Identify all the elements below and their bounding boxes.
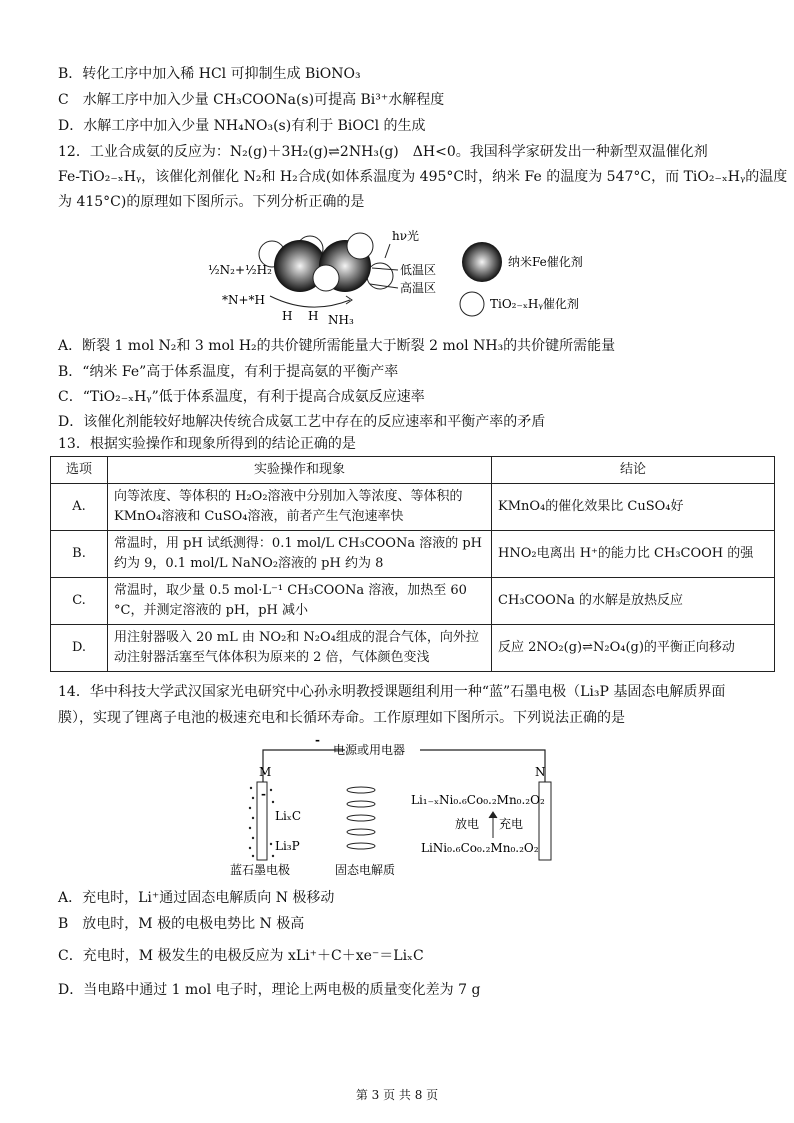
- q12-option-d: D．该催化剂能较好地解决传统合成氨工艺中存在的反应速率和平衡产率的矛盾: [58, 414, 546, 430]
- legend-fe-icon: [462, 242, 502, 282]
- n-label: N: [535, 765, 546, 779]
- row-operation: 用注射器吸入 20 mL 由 NO₂和 N₂O₄组成的混合气体，向外拉动注射器活塞至气体体积为原来的 2 倍，气体颜色变浅: [108, 625, 492, 672]
- row-operation: 向等浓度、等体积的 H₂O₂溶液中分别加入等浓度、等体积的 KMnO₄溶液和 CuSO₄溶液，前者产生气泡速率快: [108, 484, 492, 531]
- catalyst-diagram: [200, 224, 600, 334]
- row-conclusion: CH₃COONa 的水解是放热反应: [492, 578, 775, 625]
- h-atom-label: H: [282, 309, 293, 323]
- header-conclusion: 结论: [492, 457, 775, 484]
- row-operation: 常温时，取少量 0.5 mol·L⁻¹ CH₃COONa 溶液，加热至 60 °C，并测定溶液的 pH，pH 减小: [108, 578, 492, 625]
- battery-diagram: [225, 738, 565, 878]
- row-conclusion: HNO₂电离出 H⁺的能力比 CH₃COOH 的强: [492, 531, 775, 578]
- arrow-head: [489, 812, 497, 818]
- page-number: 第 3 页 共 8 页: [355, 1088, 439, 1102]
- wire-right: [420, 750, 545, 782]
- q12-option-b: B．“纳米 Fe”高于体系温度，有利于提高氨的平衡产率: [58, 364, 399, 380]
- low-temp-label: 低温区: [400, 263, 437, 277]
- table-header-row: [51, 457, 775, 484]
- hv-label: hν光: [392, 229, 420, 243]
- charge-label: 充电: [499, 817, 524, 831]
- row-option: A.: [51, 484, 108, 531]
- row-option: B.: [51, 531, 108, 578]
- q14-stem-line1: 14．华中科技大学武汉国家光电研究中心孙永明教授课题组利用一种“蓝”石墨电极（Li₃P 基固态电解质界面: [58, 684, 726, 700]
- electrolyte-label: 固态电解质: [335, 863, 396, 877]
- q14-option-b: B 放电时，M 极的电极电势比 N 极高: [58, 916, 305, 932]
- m-minus: -: [261, 787, 266, 801]
- legend-tio2-icon: [460, 292, 484, 316]
- electrolyte-coils: [347, 787, 375, 849]
- reactant-label: ½N₂+½H₂: [208, 263, 272, 277]
- row-operation: 常温时，用 pH 试纸测得：0.1 mol/L CH₃COONa 溶液的 pH 约为 9，0.1 mol/L NaNO₂溶液的 pH 约为 8: [108, 531, 492, 578]
- row-conclusion: KMnO₄的催化效果比 CuSO₄好: [492, 484, 775, 531]
- table-row: [51, 625, 775, 672]
- legend-tio2-label: TiO₂₋ₓHᵧ催化剂: [490, 297, 579, 311]
- q14-option-d: D．当电路中通过 1 mol 电子时，理论上两电极的质量变化差为 7 g: [58, 982, 481, 998]
- row-option: C.: [51, 578, 108, 625]
- h-atom-label: H: [308, 309, 319, 323]
- high-temp-label: 高温区: [400, 281, 437, 295]
- q11-option-b: B．转化工序中加入稀 HCl 可抑制生成 BiONO₃: [58, 66, 361, 82]
- tio2-particle: [347, 233, 373, 259]
- q12-option-a: A．断裂 1 mol N₂和 3 mol H₂的共价键所需能量大于断裂 2 mol NH₃的共价键所需能量: [58, 338, 616, 354]
- table-row: [51, 484, 775, 531]
- li3p-label: Li₃P: [275, 839, 300, 853]
- hv-pointer: [385, 244, 390, 258]
- reaction-arrow: [270, 296, 350, 307]
- q13-table: [50, 456, 775, 672]
- q13-stem: 13．根据实验操作和现象所得到的结论正确的是: [58, 436, 356, 452]
- tio2-particle: [313, 265, 339, 291]
- q14-stem-line2: 膜），实现了锂离子电池的极速充电和长循环寿命。工作原理如下图所示。下列说法正确的是: [58, 710, 625, 726]
- q12-option-c: C．“TiO₂₋ₓHᵧ”低于体系温度，有利于提高合成氨反应速率: [58, 389, 425, 405]
- table-row: [51, 578, 775, 625]
- intermediate-label: *N+*H: [222, 293, 266, 307]
- row-conclusion: 反应 2NO₂(g)⇌N₂O₄(g)的平衡正向移动: [492, 625, 775, 672]
- q12-stem-line1: 12．工业合成氨的反应为：N₂(g)＋3H₂(g)⇌2NH₃(g) ΔH<0。我国科学家研发出一种新型双温催化剂: [58, 144, 708, 160]
- q14-option-c: C．充电时，M 极发生的电极反应为 xLi⁺＋C＋xe⁻＝LiₓC: [58, 948, 424, 964]
- q11-option-c: C 水解工序中加入少量 CH₃COONa(s)可提高 Bi³⁺水解程度: [58, 92, 445, 108]
- nh3-label: NH₃: [328, 313, 354, 327]
- q14-option-a: A．充电时，Li⁺通过固态电解质向 N 极移动: [58, 890, 335, 906]
- terminal-minus: -: [315, 738, 320, 747]
- lixc-label: LiₓC: [275, 809, 302, 823]
- cathode-bottom-formula: LiNi₀.₆Co₀.₂Mn₀.₂O₂: [421, 841, 539, 855]
- cathode-top-formula: Li₁₋ₓNi₀.₆Co₀.₂Mn₀.₂O₂: [411, 793, 545, 807]
- table-row: [51, 531, 775, 578]
- power-label: 电源或用电器: [333, 743, 406, 757]
- discharge-label: 放电: [455, 817, 480, 831]
- header-operation: 实验操作和现象: [108, 457, 492, 484]
- q11-option-d: D．水解工序中加入少量 NH₄NO₃(s)有利于 BiOCl 的生成: [58, 118, 426, 134]
- q12-stem-line2: Fe-TiO₂₋ₓHᵧ，该催化剂催化 N₂和 H₂合成(如体系温度为 495°C时，纳米 Fe 的温度为 547°C，而 TiO₂₋ₓHᵧ的温度: [58, 169, 788, 185]
- graphite-label: 蓝石墨电极: [230, 863, 291, 877]
- legend-fe-label: 纳米Fe催化剂: [508, 255, 583, 269]
- m-label: M: [259, 765, 272, 779]
- row-option: D.: [51, 625, 108, 672]
- q12-stem-line3: 为 415°C)的原理如下图所示。下列分析正确的是: [58, 194, 365, 210]
- header-option: 选项: [51, 457, 108, 484]
